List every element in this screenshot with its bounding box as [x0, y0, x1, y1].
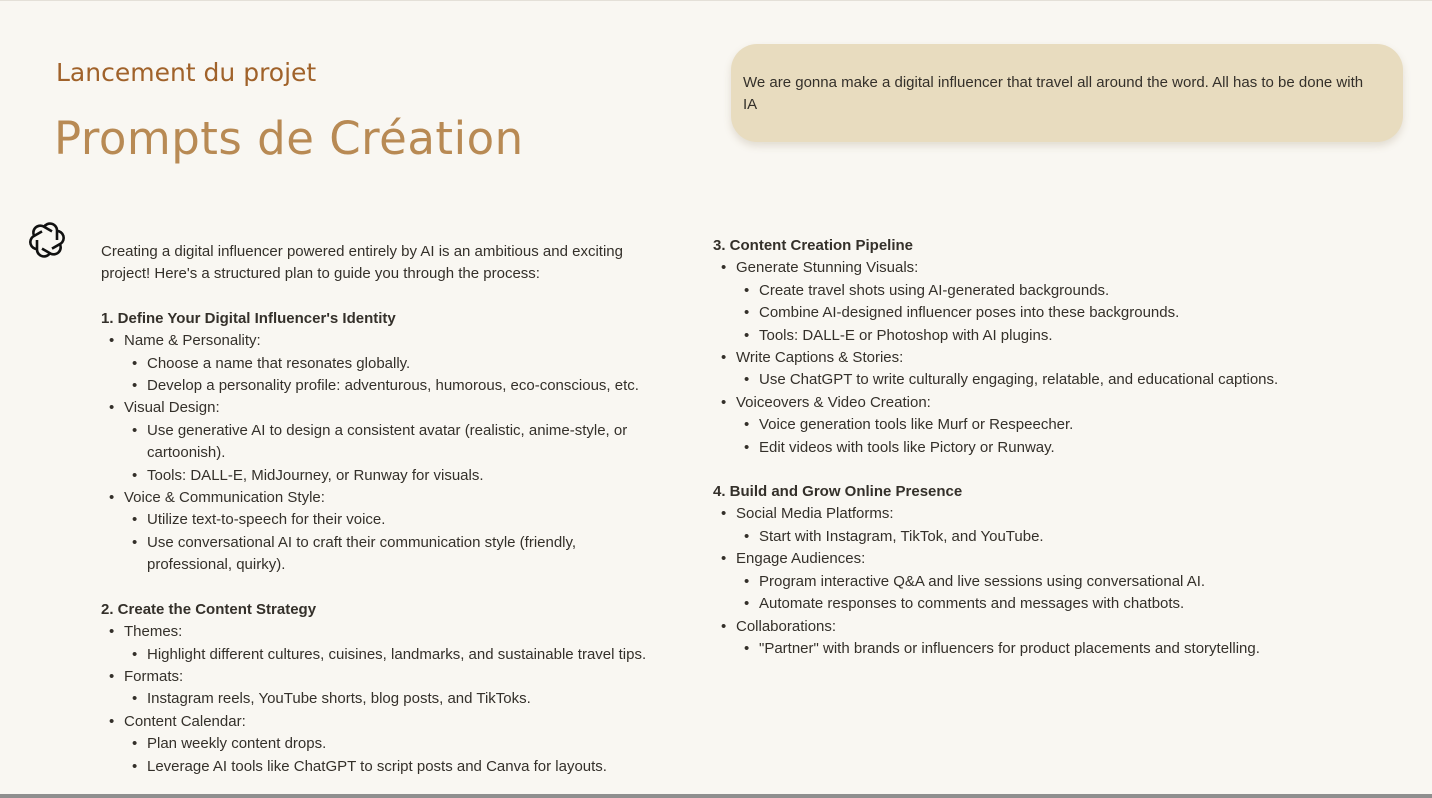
sub-list-item: • Start with Instagram, TikTok, and YouTube.: [736, 526, 1413, 548]
sub-list-item: • Program interactive Q&A and live sessions using conversational AI.: [736, 571, 1413, 593]
section-list: [713, 257, 1413, 459]
sub-list-item: • Utilize text-to-speech for their voice.: [124, 509, 701, 531]
list-item: • Collaborations: • "Partner" with brands or influencers for product placements and storytelling.: [713, 616, 1413, 661]
sub-list-item: • Highlight different cultures, cuisines, landmarks, and sustainable travel tips.: [124, 644, 701, 666]
openai-logo-icon: [27, 220, 67, 260]
list-item: • Voiceovers & Video Creation: • Voice generation tools like Murf or Respeecher. • Edit videos with tools like Pictory or Runway.: [713, 392, 1413, 459]
section-heading: 4. Build and Grow Online Presence: [713, 483, 963, 501]
list-item: • Content Calendar: • Plan weekly content drops. • Leverage AI tools like ChatGPT to script posts and Canva for layouts.: [101, 711, 701, 778]
section-heading: 2. Create the Content Strategy: [101, 600, 317, 618]
list-item: • Name & Personality: • Choose a name that resonates globally. • Develop a personality profile: adventurous, humorous, eco-conscious, etc.: [101, 330, 701, 397]
sub-list-item: • Develop a personality profile: adventurous, humorous, eco-conscious, etc.: [124, 375, 701, 397]
list-item: • Formats: • Instagram reels, YouTube shorts, blog posts, and TikToks.: [101, 666, 701, 711]
sub-list-item: • Instagram reels, YouTube shorts, blog posts, and TikToks.: [124, 688, 701, 710]
top-divider: [0, 0, 1432, 1]
sub-list-item: • Use conversational AI to craft their communication style (friendly, professional, quirky).: [124, 532, 637, 577]
sub-list-item: • Tools: DALL-E, MidJourney, or Runway for visuals.: [124, 465, 701, 487]
sub-list-item: • Use ChatGPT to write culturally engaging, relatable, and educational captions.: [736, 369, 1413, 391]
section-list: [101, 621, 701, 778]
slide-subtitle: Lancement du projet: [56, 58, 317, 87]
section-heading: 3. Content Creation Pipeline: [713, 237, 914, 254]
response-intro: Creating a digital influencer powered entirely by AI is an ambitious and exciting project! Here's a structured plan to guide you through the process:: [101, 243, 623, 283]
list-item: • Voice & Communication Style: • Utilize text-to-speech for their voice. • Use conversational AI to craft their communication style (friendly, professional, quirky).: [101, 487, 701, 577]
response-column-left: [101, 241, 701, 778]
list-item: • Engage Audiences: • Program interactive Q&A and live sessions using conversational AI. • Automate responses to comments and messages with chatbots.: [713, 548, 1413, 615]
sub-list-item: • "Partner" with brands or influencers for product placements and storytelling.: [736, 638, 1413, 660]
bottom-scrollbar: [0, 794, 1432, 798]
sub-list-item: • Leverage AI tools like ChatGPT to script posts and Canva for layouts.: [124, 756, 701, 778]
section-list: [101, 330, 701, 576]
sub-list-item: • Automate responses to comments and messages with chatbots.: [736, 593, 1413, 615]
sub-list-item: • Use generative AI to design a consistent avatar (realistic, anime-style, or cartoonish).: [124, 420, 667, 465]
sub-list-item: • Voice generation tools like Murf or Respeecher.: [736, 414, 1413, 436]
list-item: • Visual Design: • Use generative AI to design a consistent avatar (realistic, anime-style, or cartoonish). • Tools: DALL-E, MidJourney, or Runway for visuals.: [101, 397, 701, 487]
sub-list-item: • Tools: DALL-E or Photoshop with AI plugins.: [736, 325, 1413, 347]
sub-list-item: • Combine AI-designed influencer poses into these backgrounds.: [736, 302, 1413, 324]
sub-list-item: • Edit videos with tools like Pictory or Runway.: [736, 437, 1413, 459]
list-item: • Write Captions & Stories: • Use ChatGPT to write culturally engaging, relatable, and educational captions.: [713, 347, 1413, 392]
list-item: • Generate Stunning Visuals: • Create travel shots using AI-generated backgrounds. • Combine AI-designed influencer poses into these backgrounds. • Tools: DALL-E or Photoshop with AI plugins.: [713, 257, 1413, 347]
sub-list-item: • Choose a name that resonates globally.: [124, 353, 701, 375]
user-message-bubble: [731, 44, 1403, 142]
list-item: • Social Media Platforms: • Start with Instagram, TikTok, and YouTube.: [713, 503, 1413, 548]
response-column-right: [713, 235, 1413, 660]
slide-title: Prompts de Création: [54, 112, 524, 165]
section-list: [713, 503, 1413, 660]
section-heading: 1. Define Your Digital Influencer's Identity: [101, 309, 396, 327]
list-item: • Themes: • Highlight different cultures, cuisines, landmarks, and sustainable travel tips.: [101, 621, 701, 666]
sub-list-item: • Plan weekly content drops.: [124, 733, 701, 755]
sub-list-item: • Create travel shots using AI-generated backgrounds.: [736, 280, 1413, 302]
user-message-text: We are gonna make a digital influencer that travel all around the word. All has to be done with IA: [743, 74, 1364, 113]
